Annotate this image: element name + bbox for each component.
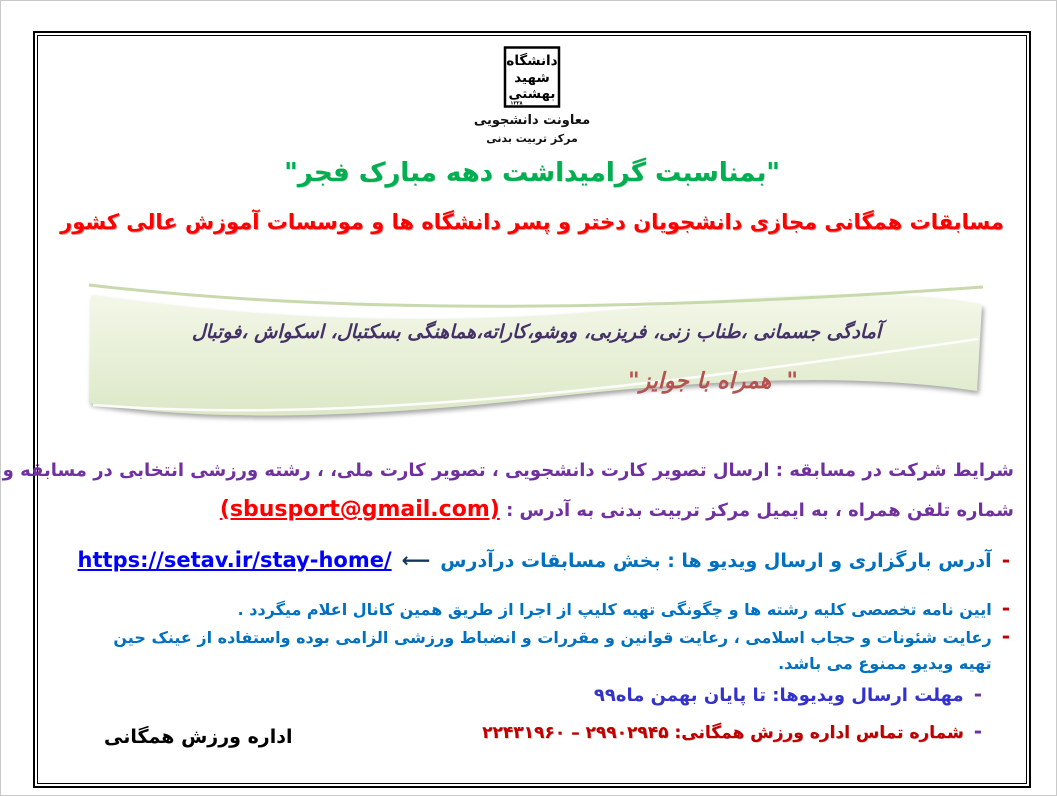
- conditions-line2: [50, 497, 1014, 522]
- contact-phones-text: شماره تماس اداره ورزش همگانی: ۲۹۹۰۲۹۴۵ – ۲۲۴۳۱۹۶۰: [482, 723, 964, 743]
- seal-word-3: بهشتی: [508, 86, 556, 102]
- bullet-regulations: [54, 596, 1010, 620]
- seal-word-2: شهید: [514, 70, 550, 86]
- ribbon-wave-shape: [85, 279, 988, 431]
- sports-list: آمادگی جسمانی ،طناب زنی، فریزبی، ووشو،کاراته،هماهنگی بسکتبال، اسکواش ،فوتبال: [191, 321, 882, 343]
- bullet-upload-address: [54, 548, 1010, 572]
- dress-code-text: رعایت شئونات و حجاب اسلامی ، رعایت قوانین و مقررات و انضباط ورزشی الزامی بوده واستفاده از عینک حین تهیه ویدیو ممنوع می باشد.: [113, 628, 992, 673]
- issuing-office: اداره ورزش همگانی: [104, 726, 293, 748]
- upload-address-text: آدرس بارگزاری و ارسال ویدیو ها : بخش مسابقات درآدرس: [440, 550, 992, 572]
- bullet-dash: -: [1001, 596, 1010, 620]
- bullet-deadline: [54, 682, 982, 706]
- university-logo: [504, 46, 561, 112]
- university-seal-icon: [504, 46, 561, 108]
- bullet-dash: -: [1001, 548, 1010, 572]
- conditions-line2-text: شماره تلفن همراه ، به ایمیل مرکز تربیت بدنی به آدرس :: [506, 500, 1014, 521]
- event-title: "بمناسبت گرامیداشت دهه مبارک فجر": [284, 158, 780, 188]
- seal-word-1: دانشگاه: [506, 53, 558, 69]
- page-border-outer: [2, 31, 1031, 788]
- sports-ribbon-banner: [85, 279, 988, 431]
- bullet-dash: -: [973, 682, 982, 706]
- bullet-dress-code: [54, 624, 1010, 677]
- conditions-line1: شرایط شرکت در مسابقه : ارسال تصویر کارت دانشجویی ، تصویر کارت ملی، ، رشته ورزشی انتخابی در مسابقه و: [2, 460, 1014, 481]
- logo-caption-pe-center: مرکز تربیت بدنی: [486, 132, 578, 145]
- email-link[interactable]: (sbusport@gmail.com): [219, 497, 500, 522]
- event-subtitle: مسابقات همگانی مجازی دانشجویان دختر و پسر دانشگاه ها و موسسات آموزش عالی کشور: [60, 210, 1004, 234]
- logo-caption-student-deputy: معاونت دانشجویی: [473, 113, 591, 128]
- prizes-note: " همراه با جوایز": [628, 369, 798, 394]
- seal-year: ۱۳۳۸: [510, 100, 523, 107]
- upload-url-link[interactable]: https://setav.ir/stay-home/: [77, 548, 392, 572]
- left-arrow-icon: ⟵: [401, 548, 431, 572]
- deadline-text: مهلت ارسال ویدیوها: تا پایان بهمن ماه۹۹: [593, 685, 964, 706]
- regulations-text: ایین نامه تخصصی کلیه رشته ها و چگونگی تهیه کلیپ از اجرا از طریق همین کانال اعلام میگردد .: [237, 600, 992, 619]
- bullet-dash: -: [973, 719, 982, 743]
- bullet-dash: -: [1001, 624, 1010, 648]
- page-border-inner: [2, 35, 1027, 784]
